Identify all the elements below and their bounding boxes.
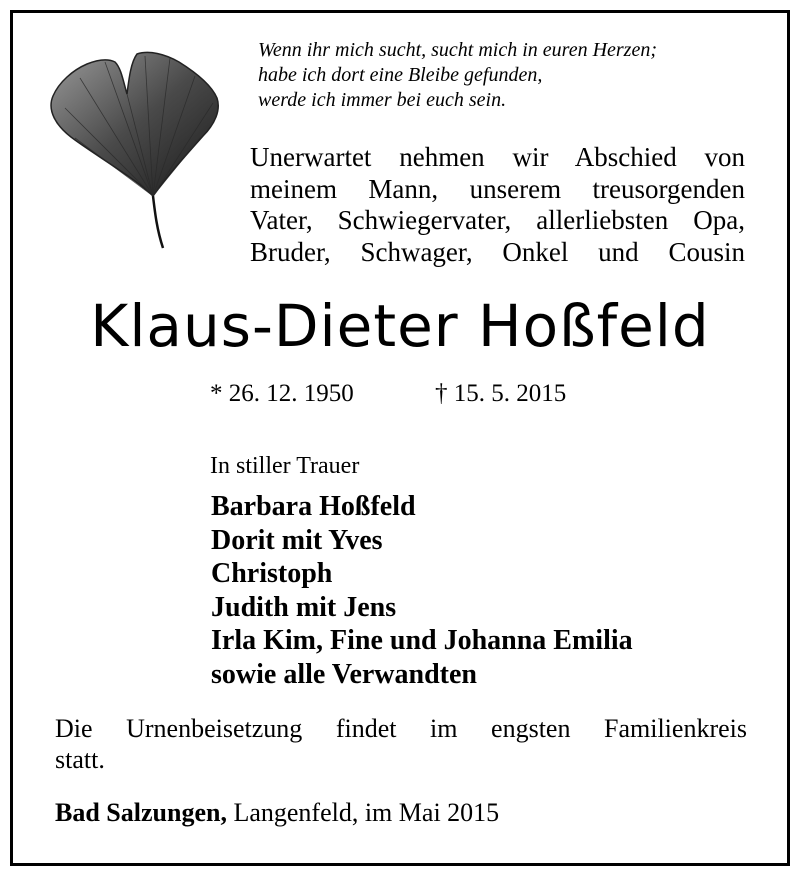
farewell-line: Vater, Schwiegervater, allerliebsten Opa, xyxy=(250,205,745,235)
birth-date: * 26. 12. 1950 xyxy=(210,380,354,407)
poem-line: habe ich dort eine Bleibe gefunden, xyxy=(258,64,543,86)
place-and-date xyxy=(55,798,499,828)
mourner-name: Irla Kim, Fine und Johanna Emilia xyxy=(211,625,633,657)
burial-notice xyxy=(55,713,747,775)
ginkgo-leaf-icon xyxy=(45,48,220,253)
mourners-list xyxy=(211,490,633,692)
poem-line: werde ich immer bei euch sein. xyxy=(258,89,507,111)
mourner-name: Christoph xyxy=(211,558,333,590)
place-rest: Langenfeld, im Mai 2015 xyxy=(226,798,500,827)
deceased-name: Klaus-Dieter Hoßfeld xyxy=(90,292,710,360)
burial-notice-line: statt. xyxy=(55,745,105,774)
poem-line: Wenn ihr mich sucht, sucht mich in euren Herzen; xyxy=(258,39,658,61)
farewell-line: meinem Mann, unserem treusorgenden xyxy=(250,173,745,204)
place-city: Bad Salzungen, xyxy=(55,798,227,827)
mourner-name: Barbara Hoßfeld xyxy=(211,491,416,522)
mourning-label: In stiller Trauer xyxy=(210,453,360,479)
farewell-line: Bruder, Schwager, Onkel und Cousin xyxy=(250,236,745,267)
farewell-text xyxy=(250,142,745,268)
burial-notice-line: Die Urnenbeisetzung findet im engsten Familienkreis xyxy=(55,714,747,743)
mourner-name: Judith mit Jens xyxy=(211,591,397,623)
mourner-name: sowie alle Verwandten xyxy=(211,658,477,690)
farewell-line: Unerwartet nehmen wir Abschied von xyxy=(250,142,745,172)
poem xyxy=(258,38,657,113)
mourner-name: Dorit mit Yves xyxy=(211,524,383,556)
death-date: † 15. 5. 2015 xyxy=(435,380,567,407)
